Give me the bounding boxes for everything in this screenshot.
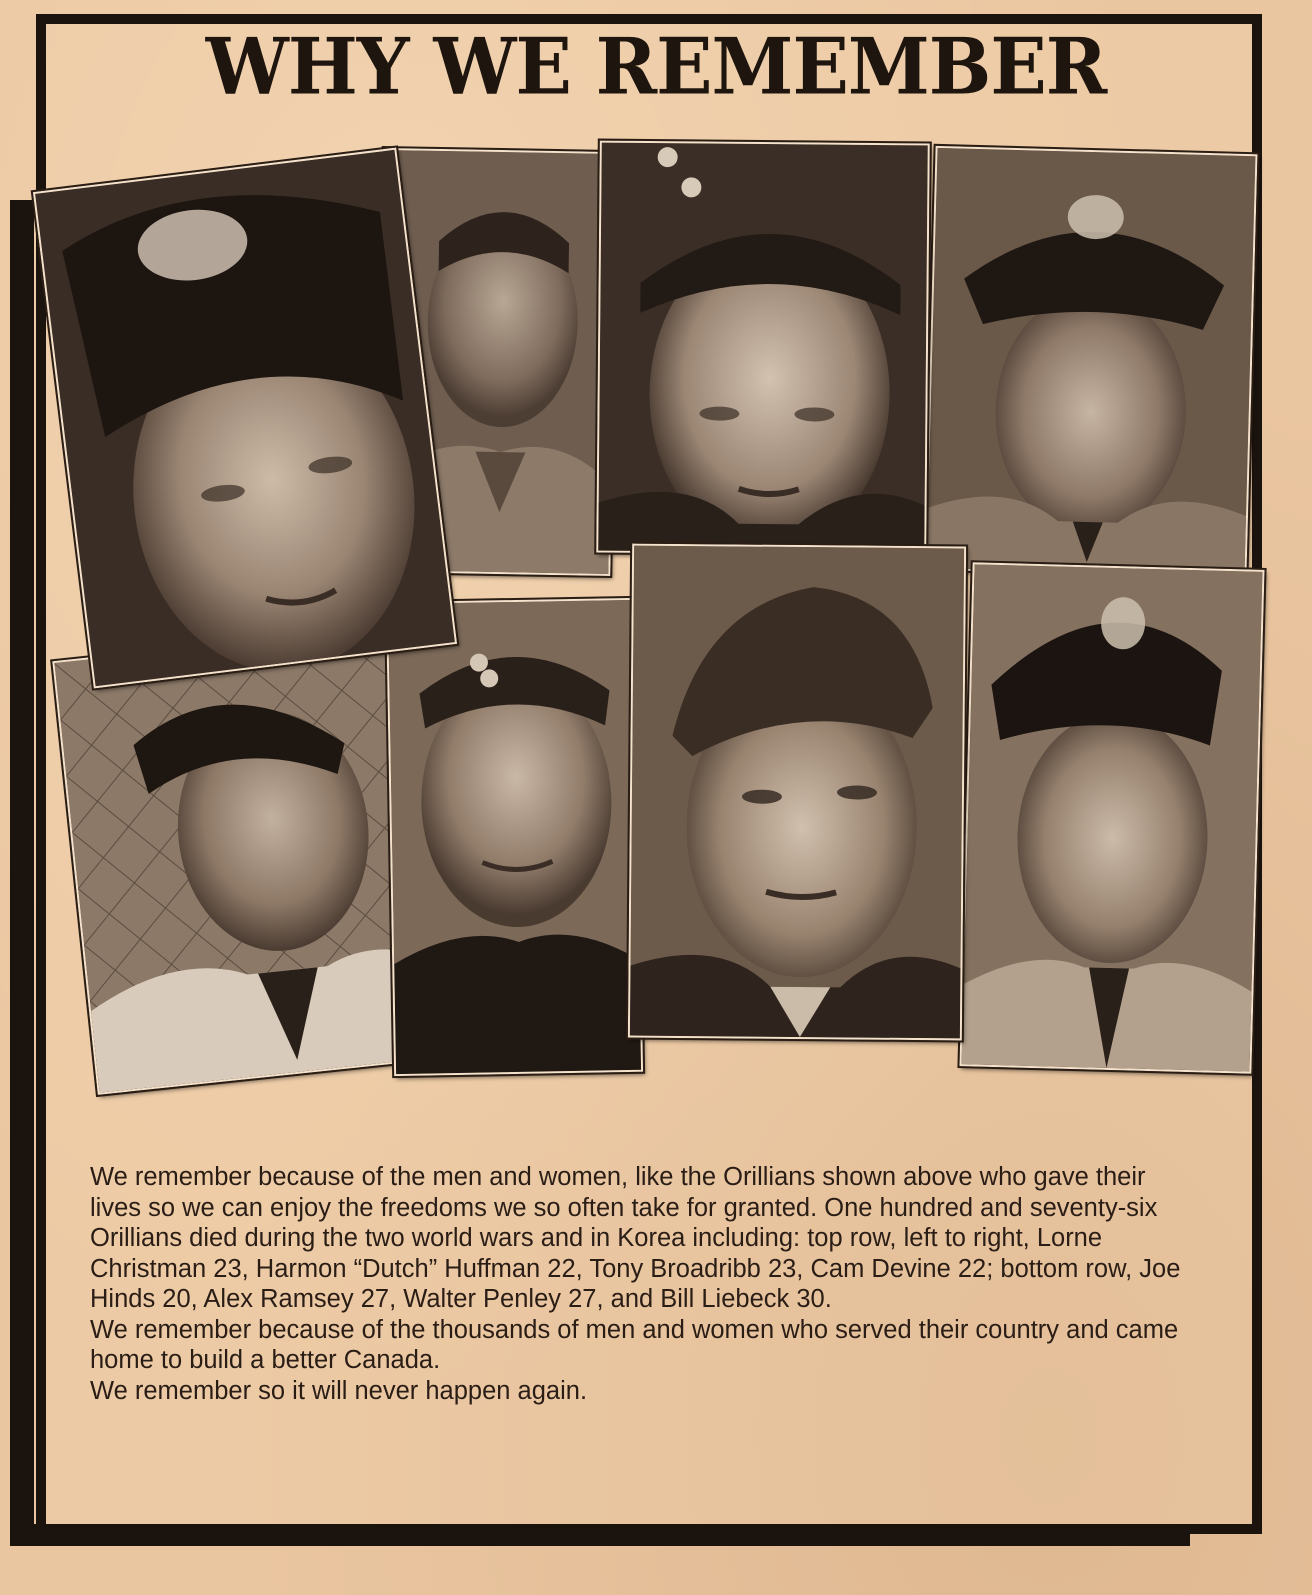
portrait-photo-lorne-christman <box>33 148 457 689</box>
portrait-photo-alex-ramsey <box>386 598 643 1076</box>
frame-shadow <box>10 200 34 1530</box>
caption-paragraph: We remember because of the men and women, like the Orillians shown above who gave their lives so we can enjoy the freedoms we so often take for granted. One hundred and seventy-six Orillians died during the two world wars and in Korea including: top row, left to right, Lorne Christman 23, Harmon “Dutch” Huffman 22, Tony Broadribb 23, Cam Devine 22; bottom row, Joe Hinds 20, Alex Ramsey 27, Walter Penley 27, and Bill Liebeck 30. <box>90 1163 1181 1313</box>
portrait-photo-bill-liebeck <box>959 562 1264 1073</box>
portrait-photo-cam-devine <box>925 146 1258 578</box>
caption-paragraph: We remember so it will never happen again. <box>90 1376 588 1405</box>
headline: WHY WE REMEMBER <box>205 22 1107 113</box>
portrait-photo-walter-penley <box>628 544 966 1041</box>
caption-paragraph: We remember because of the thousands of men and women who served their country and came home to build a better Canada. <box>90 1315 1179 1374</box>
article-caption <box>90 1162 1200 1406</box>
portrait-photo-tony-broadribb <box>596 141 930 556</box>
